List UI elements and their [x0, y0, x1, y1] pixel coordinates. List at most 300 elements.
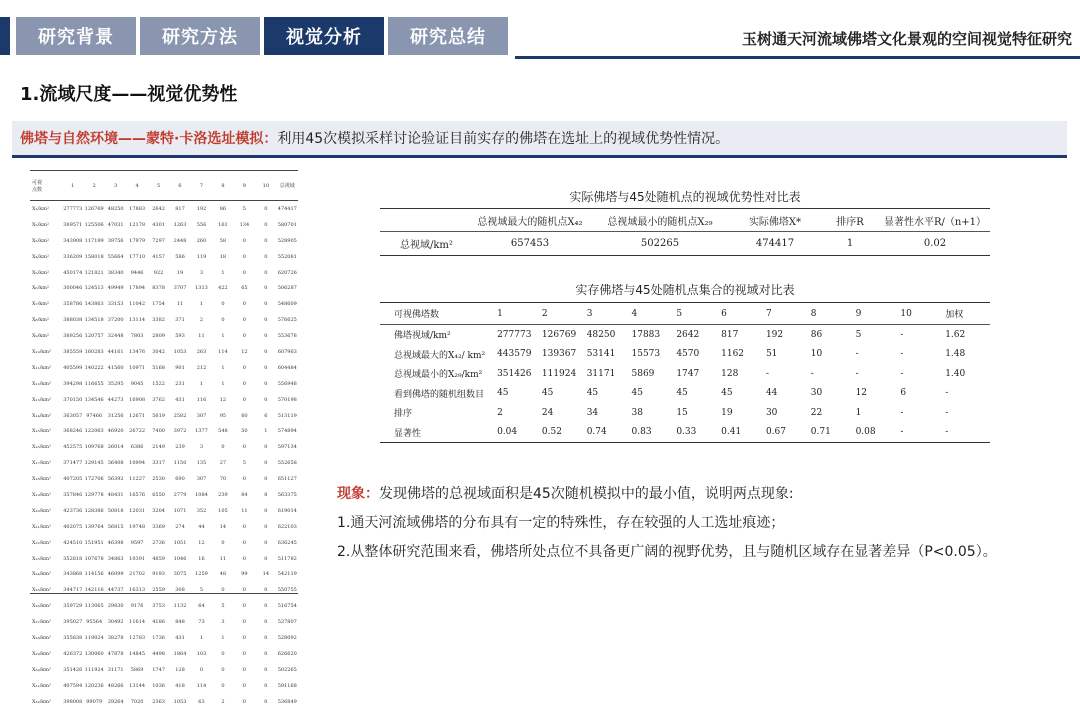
- table-row: [30, 630, 298, 646]
- table-cell: 0: [264, 523, 268, 530]
- table-cell: 1: [221, 333, 225, 340]
- table-row: [380, 364, 990, 384]
- table-cell: 1377: [195, 428, 208, 435]
- table-cell: 1: [199, 380, 204, 387]
- table-cell: 239: [218, 491, 228, 498]
- table-cell: -: [900, 368, 904, 379]
- table-row: [30, 455, 298, 471]
- table-cell: 1162: [721, 349, 745, 360]
- table-cell: 1259: [195, 571, 208, 578]
- table-cell: 11614: [129, 619, 146, 626]
- table-cell: 528905: [277, 237, 297, 244]
- table-cell: 0: [264, 396, 268, 403]
- table-cell: 30: [765, 407, 778, 418]
- table-cell: X₆/km²: [32, 285, 50, 292]
- header-cell: 8: [221, 182, 225, 189]
- table-cell: 56815: [107, 523, 124, 530]
- table-cell: 实际佛塔X*: [748, 216, 802, 228]
- table-cell: 117199: [84, 237, 104, 244]
- table-cell: 0: [264, 476, 268, 483]
- table-row: [380, 403, 990, 423]
- table-cell: X₁₄/km²: [32, 412, 52, 419]
- table-row: [30, 249, 298, 265]
- table-cell: 556: [196, 221, 207, 228]
- table-cell: -: [900, 349, 904, 360]
- table-cell: 1046: [173, 555, 187, 562]
- table-cell: 1084: [195, 491, 208, 498]
- table-header: [30, 171, 298, 201]
- table-cell: 7: [765, 308, 772, 319]
- table-cell: 506287: [277, 285, 297, 292]
- table-cell: 19: [721, 407, 733, 418]
- table-cell: 140222: [84, 364, 104, 371]
- table-cell: 1: [221, 634, 225, 641]
- table-cell: 431: [175, 396, 185, 403]
- table-cell: 260: [196, 237, 207, 244]
- table-row: [30, 296, 298, 312]
- table-cell: 10994: [129, 460, 146, 467]
- table-cell: 192: [765, 329, 784, 340]
- table-cell: 18: [219, 253, 227, 260]
- table-cell: X₁₆/km²: [32, 444, 52, 451]
- method-banner: [12, 121, 1067, 158]
- table-cell: -: [945, 388, 949, 399]
- tab-research-method[interactable]: 研究方法: [140, 17, 260, 55]
- table-cell: 31256: [107, 412, 124, 419]
- table-cell: 12178: [129, 221, 146, 228]
- table-cell: 0: [264, 380, 268, 387]
- table-cell: 3: [199, 269, 204, 276]
- table-cell: 7020: [130, 698, 144, 705]
- table-cell: 0: [221, 650, 225, 657]
- table-cell: 371477: [63, 460, 83, 467]
- table-cell: X₁₃/km²: [32, 396, 52, 403]
- table-cell: 192: [196, 205, 207, 212]
- table-cell: 31171: [107, 666, 124, 673]
- table-cell: 0.67: [765, 427, 786, 438]
- table-cell: 528092: [277, 634, 297, 641]
- table-cell: 542119: [277, 571, 297, 578]
- table-cell: 3204: [152, 507, 165, 514]
- table-cell: 371: [175, 317, 185, 324]
- table-cell: 3: [221, 619, 225, 626]
- table-cell: 231: [175, 380, 185, 387]
- table-cell: 1: [221, 380, 225, 387]
- table-cell: 593: [175, 333, 185, 340]
- table-cell: 574894: [277, 428, 297, 435]
- table-row: [30, 471, 298, 487]
- table-cell: 0.71: [810, 427, 831, 438]
- table-row: [380, 384, 990, 404]
- header-cell: 9: [242, 182, 246, 189]
- table-cell: 474417: [755, 238, 795, 249]
- table-cell: 4157: [152, 253, 165, 260]
- table-cell: 8: [264, 491, 268, 498]
- table-cell: 3075: [173, 571, 187, 578]
- table-cell: 总视域最大的X₄₂/ km²: [394, 350, 486, 361]
- table-cell: 15573: [631, 349, 661, 360]
- table-cell: 4498: [152, 650, 165, 657]
- table-cell: 11: [198, 333, 205, 340]
- table-cell: 134518: [84, 317, 104, 324]
- table-cell: 1747: [152, 666, 165, 673]
- table-cell: 0: [264, 603, 268, 610]
- table-cell: 134546: [84, 396, 104, 403]
- table-cell: 402075: [63, 523, 83, 530]
- table-cell: 9045: [130, 380, 144, 387]
- table-cell: 0: [242, 476, 246, 483]
- section-title: 1.流域尺度——视觉优势性: [20, 84, 238, 105]
- table-cell: 1: [199, 634, 204, 641]
- table-cell: 129778: [84, 491, 104, 498]
- table-cell: 0: [264, 507, 268, 514]
- table-cell: 0: [242, 253, 246, 260]
- table-cell: 15: [676, 407, 688, 418]
- nav-accent-bar: [0, 17, 10, 55]
- table-cell: 0: [264, 333, 268, 340]
- table-cell: 0.02: [923, 238, 947, 249]
- table-cell: X₈/km²: [32, 317, 50, 324]
- table-cell: 11: [176, 301, 184, 308]
- header-cell: 7: [199, 182, 204, 189]
- table-cell: 405599: [63, 364, 83, 371]
- table-cell: 0: [221, 587, 225, 594]
- table-cell: 1747: [676, 368, 700, 379]
- table-cell: 502265: [640, 238, 680, 249]
- table-cell: 1.40: [945, 368, 966, 379]
- table-cell: 105: [218, 507, 228, 514]
- table-cell: 424510: [63, 539, 83, 546]
- table-cell: 49949: [107, 285, 124, 292]
- table-cell: 70: [219, 476, 227, 483]
- table-row: [30, 582, 298, 598]
- table-cell: 0: [264, 539, 268, 546]
- table-cell: 107678: [84, 555, 104, 562]
- dominance-comparison-table: [380, 208, 990, 256]
- table-cell: 95: [219, 412, 227, 419]
- table-cell: 1150: [173, 460, 187, 467]
- table-cell: 121821: [84, 269, 104, 276]
- table-cell: 33153: [107, 301, 124, 308]
- table-row: [30, 217, 298, 233]
- table-cell: 552658: [277, 460, 297, 467]
- table-cell: 24: [541, 407, 554, 418]
- table-cell: 12671: [129, 412, 146, 419]
- table-cell: 0: [221, 444, 225, 451]
- table-cell: 0: [199, 666, 204, 673]
- table-cell: 129145: [84, 460, 104, 467]
- table-cell: 12031: [129, 507, 146, 514]
- table-cell: 158018: [84, 253, 104, 260]
- table-cell: 0: [242, 698, 246, 705]
- table-cell: 277773: [497, 329, 532, 340]
- table-cell: 51: [765, 349, 778, 360]
- table-cell: 38278: [107, 634, 124, 641]
- table-cell: 0: [242, 380, 246, 387]
- table-cell: 1051: [173, 539, 187, 546]
- table-cell: 2: [221, 698, 225, 705]
- table-row: [30, 280, 298, 296]
- table-cell: 11: [241, 507, 248, 514]
- table-row: [30, 201, 298, 217]
- table-cell: 7803: [130, 333, 144, 340]
- table-cell: -: [855, 368, 859, 379]
- table-cell: 1036: [152, 682, 165, 689]
- header-cell: 6: [178, 182, 182, 189]
- table-cell: 2530: [152, 476, 165, 483]
- table-cell: 0.33: [676, 427, 697, 438]
- table-cell: 3972: [173, 428, 187, 435]
- table-row: [30, 662, 298, 678]
- table-cell: 604484: [277, 364, 297, 371]
- table-cell: 0: [242, 666, 246, 673]
- table-cell: 3382: [152, 317, 165, 324]
- table-cell: 103: [196, 650, 207, 657]
- table-cell: 5869: [130, 666, 144, 673]
- table-cell: 0: [242, 333, 246, 340]
- table-cell: 显著性: [394, 428, 422, 439]
- table-cell: 44273: [107, 396, 124, 403]
- table-cell: 0: [221, 539, 225, 546]
- table-cell: X₃/km²: [32, 237, 50, 244]
- table-row: [30, 312, 298, 328]
- table-cell: 13476: [129, 348, 146, 355]
- table-cell: 901: [175, 364, 185, 371]
- table-cell: 1: [221, 364, 225, 371]
- banner-text: 利用45次模拟采样讨论验证目前实存的佛塔在选址上的视域优势性情况。: [277, 131, 730, 147]
- table-cell: 5869: [631, 368, 655, 379]
- header-cell: 3: [114, 182, 118, 189]
- table-cell: -: [900, 407, 904, 418]
- table-cell: X₇/km²: [32, 301, 50, 308]
- table-row: [30, 233, 298, 249]
- table-cell: 13144: [129, 682, 146, 689]
- table-cell: 2: [541, 308, 548, 319]
- table-cell: 358786: [63, 301, 83, 308]
- table-cell: 2736: [152, 539, 165, 546]
- table-cell: -: [855, 349, 859, 360]
- table-cell: 0: [242, 444, 246, 451]
- table-cell: X₂₉/km²: [32, 650, 52, 657]
- table-cell: 0: [264, 460, 268, 467]
- table-cell: 30492: [107, 619, 124, 626]
- banner-highlight: 佛塔与自然环境——蒙特·卡洛选址模拟：: [20, 131, 278, 147]
- table-cell: 5619: [152, 412, 165, 419]
- table-cell: 65: [241, 285, 248, 292]
- table-cell: 26014: [107, 444, 124, 451]
- table-cell: 34: [586, 407, 599, 418]
- table-cell: 显著性水平R/（n+1）: [883, 216, 987, 228]
- table-cell: 516754: [277, 603, 297, 610]
- table-cell: 86: [810, 329, 823, 340]
- table-cell: 3369: [152, 523, 165, 530]
- table-cell: 46099: [107, 571, 124, 578]
- header-cell: 可视 点数: [32, 179, 43, 193]
- table-cell: 63: [198, 698, 205, 705]
- table-cell: 48250: [586, 329, 616, 340]
- table-cell: 114156: [84, 571, 104, 578]
- table-cell: 12: [219, 396, 227, 403]
- table-cell: 44737: [107, 587, 124, 594]
- table-row: [30, 646, 298, 662]
- table-cell: 4859: [152, 555, 165, 562]
- table-cell: 9597: [130, 539, 144, 546]
- table-cell: 0: [242, 650, 246, 657]
- table-cell: 8: [810, 308, 817, 319]
- table-cell: 398008: [63, 698, 83, 705]
- table-cell: 0: [242, 301, 246, 308]
- table-cell: 636245: [277, 539, 297, 546]
- table-cell: 130060: [84, 650, 104, 657]
- table-cell: 548: [218, 428, 228, 435]
- table-cell: 597134: [277, 444, 297, 451]
- table-cell: 116: [196, 396, 207, 403]
- table-cell: 56392: [107, 476, 124, 483]
- table-row: [30, 439, 298, 455]
- table-cell: 30: [810, 388, 823, 399]
- simulation-table: [30, 170, 298, 705]
- table-cell: 307: [196, 412, 207, 419]
- table-cell: 0: [264, 285, 268, 292]
- table-cell: 总视域最小的X₂₉/km²: [394, 370, 483, 381]
- table-cell: 4570: [676, 349, 700, 360]
- tab-visual-analysis[interactable]: 视觉分析: [264, 17, 384, 55]
- table-cell: 0.08: [855, 427, 876, 438]
- table-cell: 109768: [84, 444, 104, 451]
- tab-research-summary[interactable]: 研究总结: [388, 17, 508, 55]
- table-cell: 2149: [152, 444, 165, 451]
- table-cell: 0: [264, 619, 268, 626]
- table-cell: 431: [175, 634, 185, 641]
- table-cell: 0: [242, 587, 246, 594]
- table-cell: X₁₉/km²: [32, 491, 52, 498]
- table-cell: 3753: [152, 603, 165, 610]
- table-cell: 126769: [84, 205, 104, 212]
- table-cell: 0: [264, 666, 268, 673]
- header-cell: 10: [262, 182, 270, 189]
- table-cell: 53141: [586, 349, 616, 360]
- table-cell: 626620: [277, 650, 297, 657]
- table-cell: 16576: [129, 491, 146, 498]
- table-cell: 124513: [84, 285, 104, 292]
- table-cell: 1071: [173, 507, 187, 514]
- table-cell: 8378: [152, 285, 165, 292]
- table-cell: 143863: [84, 301, 104, 308]
- table-cell: 2: [497, 407, 503, 418]
- table-cell: 27: [219, 460, 227, 467]
- table-cell: 5168: [152, 364, 165, 371]
- table-cell: 12783: [129, 634, 146, 641]
- table-cell: 308: [175, 587, 185, 594]
- table-cell: 114: [196, 682, 207, 689]
- table-cell: 114: [218, 348, 228, 355]
- table-cell: 0: [264, 364, 268, 371]
- observation-intro: [337, 480, 997, 509]
- table-cell: 0: [264, 269, 268, 276]
- table-cell: 548609: [277, 301, 297, 308]
- table-cell: 3707: [173, 285, 187, 292]
- table-cell: 135: [196, 460, 207, 467]
- table-cell: 580701: [277, 221, 297, 228]
- table-cell: 97466: [86, 412, 103, 419]
- table-cell: X₂₀/km²: [32, 507, 52, 514]
- table-cell: 0.52: [541, 427, 562, 438]
- table-cell: 125506: [84, 221, 104, 228]
- table-cell: X₃₀/km²: [32, 666, 52, 673]
- table-cell: 50818: [107, 507, 124, 514]
- table-header: [380, 303, 990, 325]
- table-cell: 12: [855, 388, 868, 399]
- table-cell: 690: [175, 476, 185, 483]
- table-cell: 139764: [84, 523, 104, 530]
- table-cell: 64: [198, 603, 205, 610]
- table-cell: 0: [264, 555, 268, 562]
- table-cell: 9446: [130, 269, 144, 276]
- table-cell: 344717: [63, 587, 83, 594]
- table-cell: 3317: [152, 460, 165, 467]
- table-cell: X₁/km²: [32, 205, 50, 212]
- table-cell: 50: [241, 428, 248, 435]
- table-cell: 817: [721, 329, 739, 340]
- table-cell: 45: [676, 388, 688, 399]
- table-cell: 142116: [84, 587, 104, 594]
- table-row: [30, 694, 298, 710]
- table-cell: 0: [264, 634, 268, 641]
- table-cell: 3042: [152, 348, 165, 355]
- table-cell: 0: [264, 237, 268, 244]
- table-cell: 47878: [107, 650, 124, 657]
- table-cell: 570198: [277, 396, 297, 403]
- table-cell: 126769: [541, 329, 577, 340]
- table-cell: 423736: [63, 507, 83, 514]
- table-cell: 536849: [277, 698, 297, 705]
- table-cell: 排序: [394, 409, 413, 420]
- header-cell: 5: [156, 182, 161, 189]
- table-cell: 58: [219, 237, 227, 244]
- table-row: [30, 360, 298, 376]
- table-cell: 0: [242, 523, 246, 530]
- table-cell: 1313: [195, 285, 208, 292]
- table-cell: 239: [175, 444, 185, 451]
- table-cell: 2582: [173, 412, 187, 419]
- table-cell: 443579: [497, 349, 532, 360]
- table-cell: 161: [218, 221, 228, 228]
- table-cell: 0.04: [497, 427, 518, 438]
- table-cell: 300046: [63, 285, 83, 292]
- table-cell: 44: [198, 523, 205, 530]
- table-cell: X₄/km²: [32, 253, 50, 260]
- table-row: [30, 265, 298, 281]
- table-cell: 0.83: [631, 427, 652, 438]
- table-cell: 426372: [63, 650, 83, 657]
- table-cell: 0: [242, 237, 246, 244]
- table-cell: 0: [221, 301, 225, 308]
- table-cell: 359729: [63, 603, 83, 610]
- table-cell: 2448: [173, 237, 187, 244]
- tab-research-background[interactable]: 研究背景: [16, 17, 136, 55]
- table-cell: 2363: [152, 698, 165, 705]
- table-cell: 513119: [277, 412, 297, 419]
- table-cell: 45: [631, 388, 643, 399]
- table-cell: 385559: [63, 348, 83, 355]
- table-cell: -: [810, 368, 814, 379]
- table-cell: 1263: [173, 221, 187, 228]
- table-cell: 1: [264, 428, 268, 435]
- table-cell: 45: [541, 388, 554, 399]
- observation-label: 现象：: [337, 486, 379, 502]
- table-cell: 651127: [277, 476, 297, 483]
- table-cell: 113065: [84, 603, 104, 610]
